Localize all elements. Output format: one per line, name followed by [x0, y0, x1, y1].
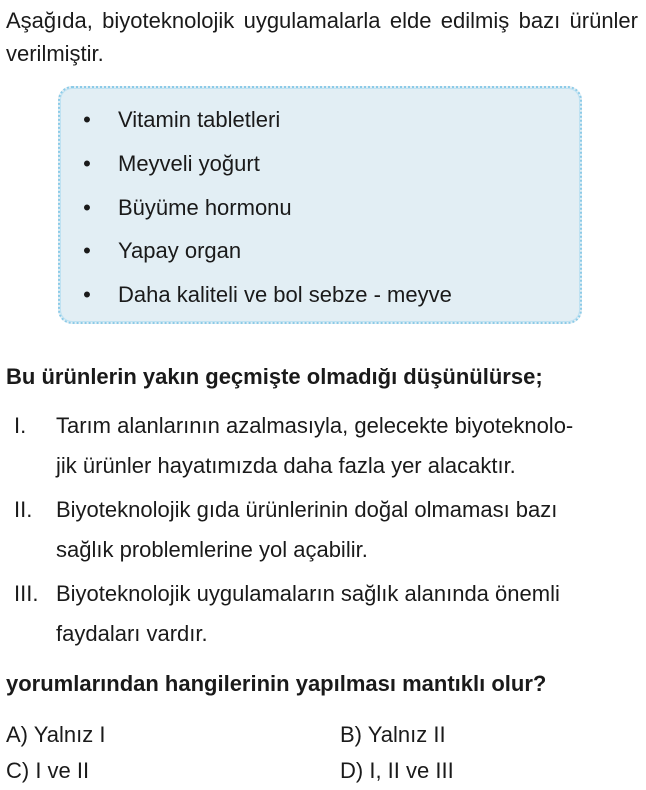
statement-line: jik ürünler hayatımızda daha fazla yer alacaktır. — [56, 453, 516, 478]
option-d[interactable]: D) I, II ve III — [340, 758, 454, 783]
product-label: Yapay organ — [118, 238, 242, 263]
bullet-icon: • — [83, 195, 91, 220]
statement-line: Tarım alanlarının azalmasıyla, gelecekte biyoteknolo- — [56, 413, 574, 438]
bullet-icon: • — [83, 151, 91, 176]
statement-line: sağlık problemlerine yol açabilir. — [56, 537, 368, 562]
statement-text — [56, 490, 636, 570]
statement-line: faydaları vardır. — [56, 621, 208, 646]
statement-number: III. — [14, 581, 39, 606]
intro-text: Aşağıda, biyoteknolojik uygulamalarla elde edilmiş bazı ürünler verilmiştir. — [6, 8, 638, 66]
bullet-icon: • — [83, 282, 91, 307]
product-label: Büyüme hormonu — [118, 195, 292, 220]
statement-text — [56, 574, 636, 654]
question-prompt: yorumlarından hangilerinin yapılması mantıklı olur? — [6, 671, 547, 696]
statement-number: I. — [14, 413, 27, 438]
statement-line: Biyoteknolojik uygulamaların sağlık alanında önemli — [56, 581, 560, 606]
products-box — [58, 86, 582, 324]
question-stem: Bu ürünlerin yakın geçmişte olmadığı düşünülürse; — [6, 364, 543, 389]
product-label: Vitamin tabletleri — [118, 107, 281, 132]
product-label: Daha kaliteli ve bol sebze - meyve — [118, 282, 452, 307]
option-c[interactable]: C) I ve II — [6, 758, 90, 783]
bullet-icon: • — [83, 107, 91, 132]
option-b[interactable]: B) Yalnız II — [340, 722, 446, 747]
product-label: Meyveli yoğurt — [118, 151, 260, 176]
bullet-icon: • — [83, 238, 91, 263]
statement-number: II. — [14, 497, 33, 522]
option-a[interactable]: A) Yalnız I — [6, 722, 106, 747]
statement-text — [56, 406, 636, 486]
statement-line: Biyoteknolojik gıda ürünlerinin doğal olmaması bazı — [56, 497, 558, 522]
